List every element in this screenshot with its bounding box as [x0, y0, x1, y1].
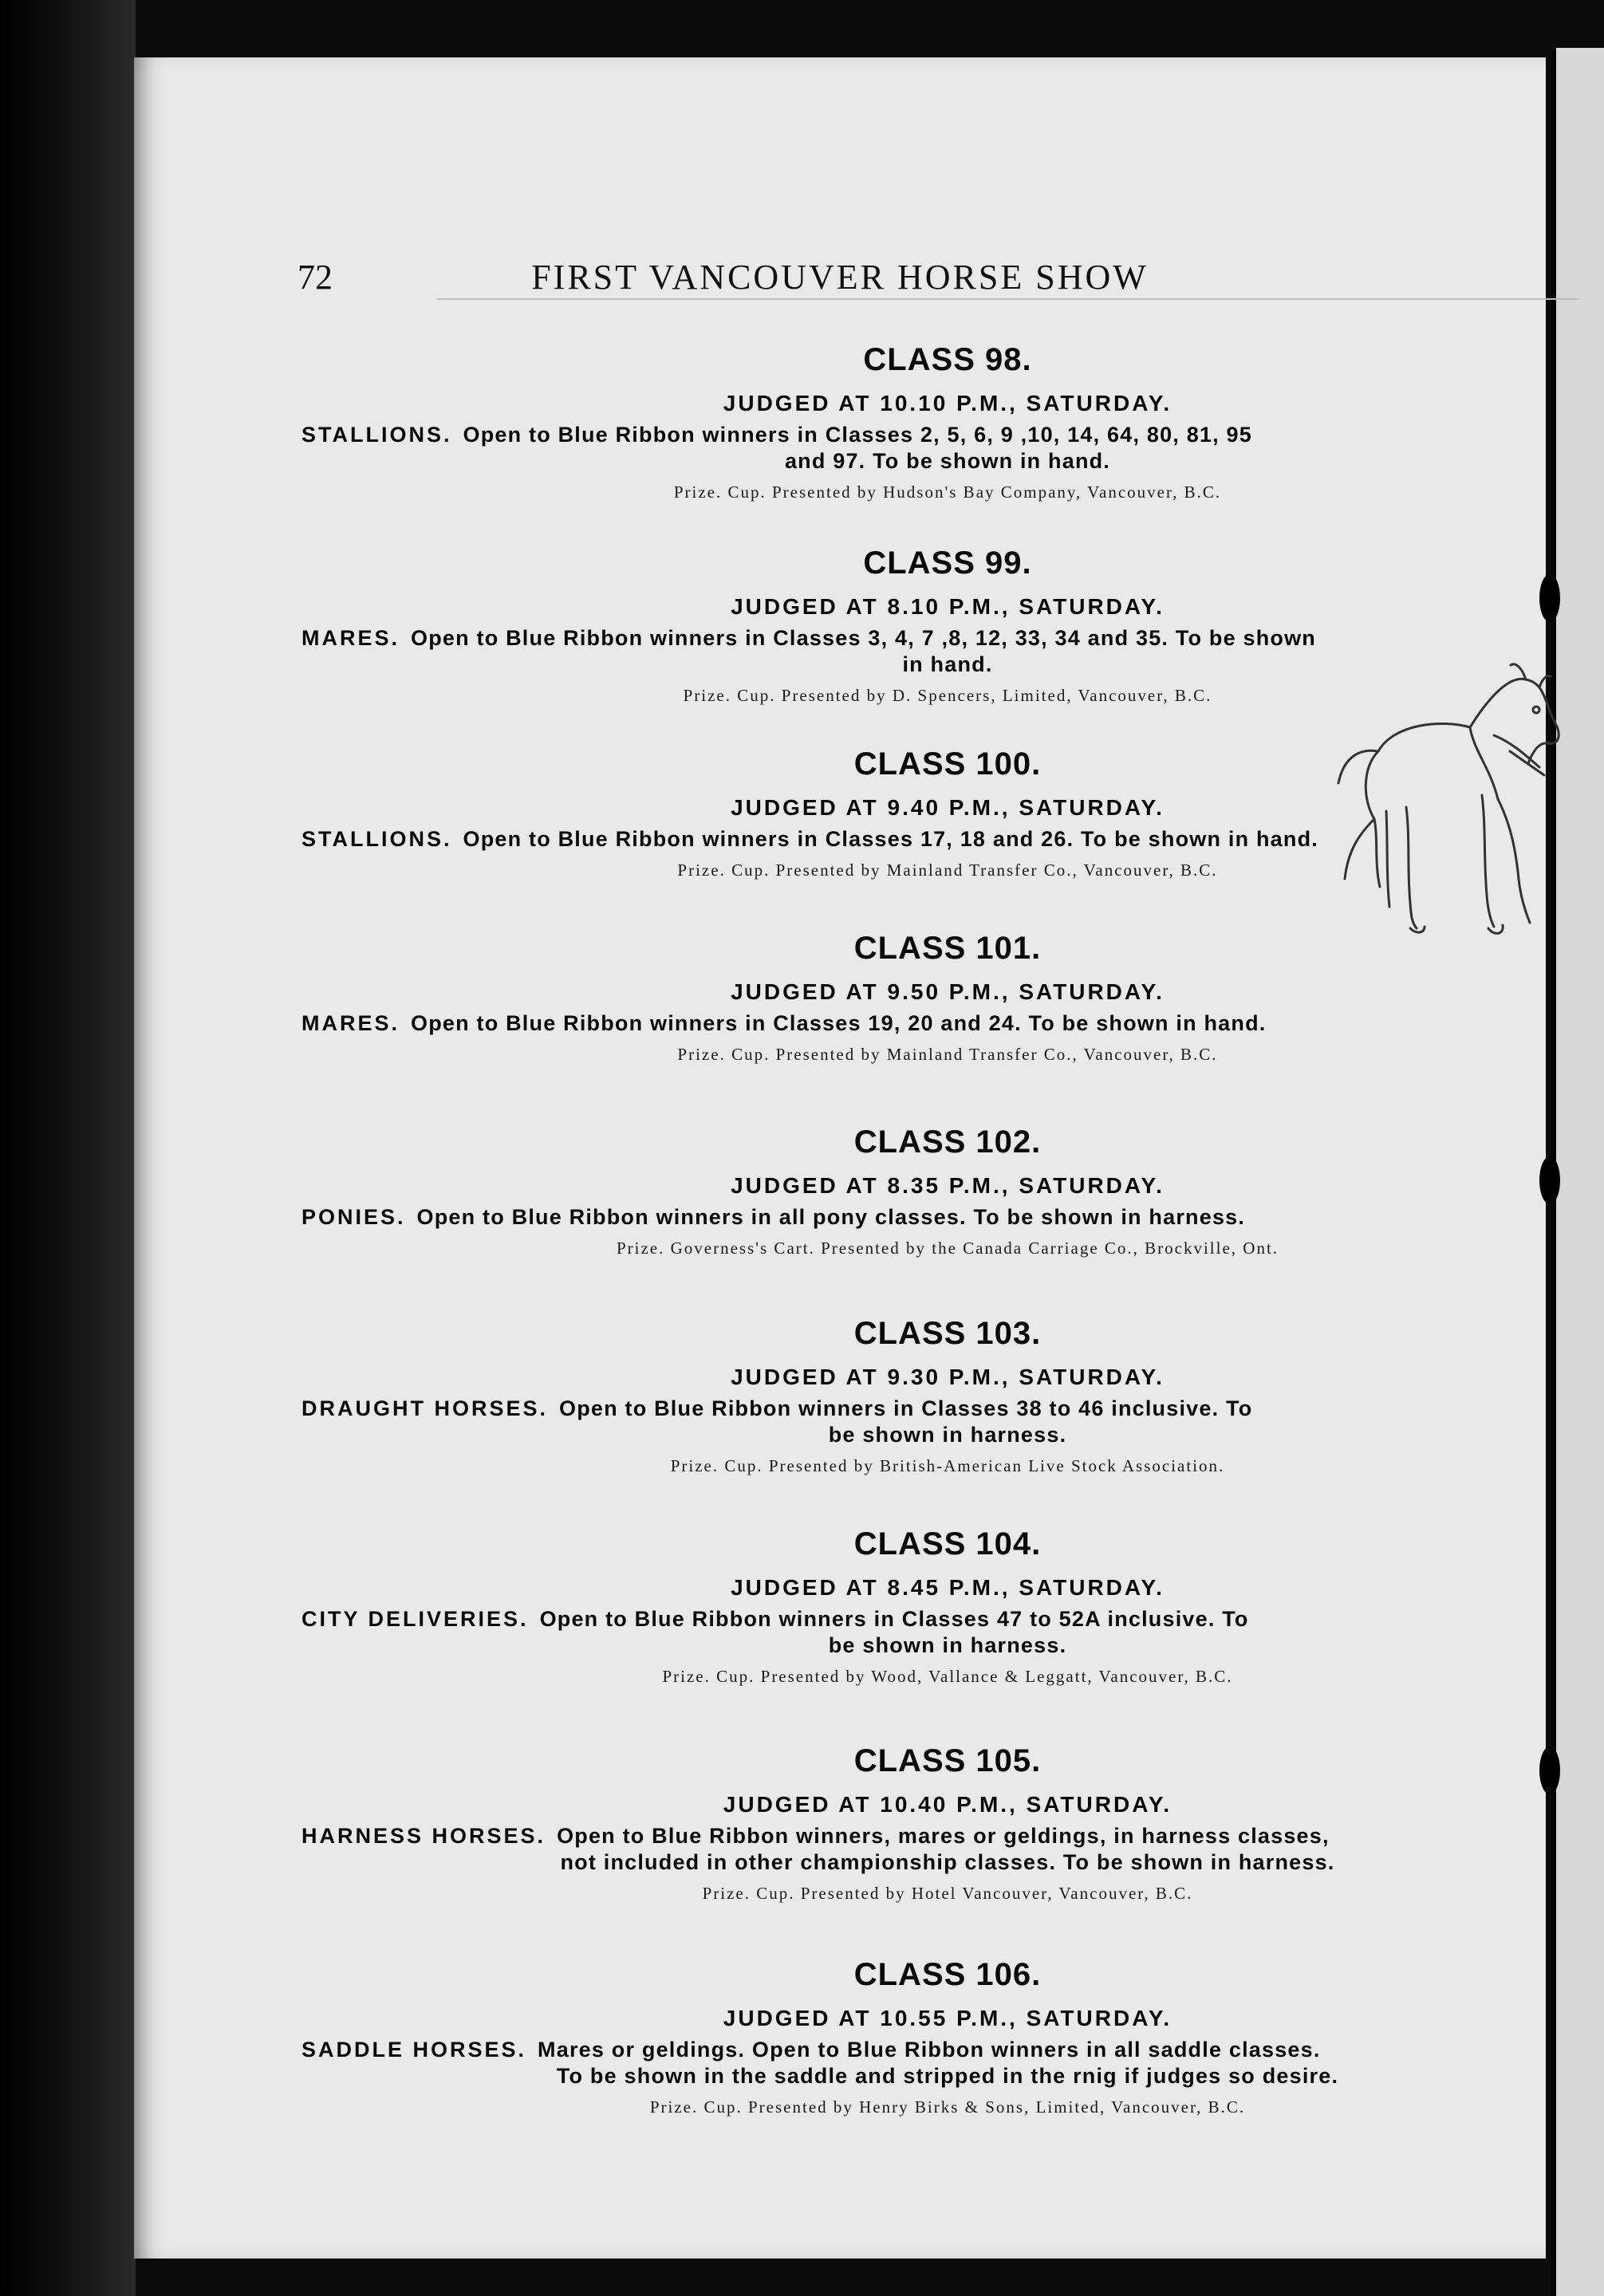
class-category: MARES. [301, 1011, 400, 1035]
class-title: CLASS 104. [853, 1526, 1042, 1562]
book-page [134, 57, 1546, 2259]
prize-line: Prize. Cup. Presented by D. Spencers, Limited, Vancouver, B.C. [683, 686, 1212, 705]
class-description-continuation: in hand. [902, 652, 993, 676]
class-description [301, 1204, 1594, 1231]
class-description-continuation: be shown in harness. [828, 1423, 1067, 1447]
prize-line: Prize. Cup. Presented by Mainland Transfer Co., Vancouver, B.C. [677, 1045, 1218, 1064]
class-category: CITY DELIVERIES. [301, 1607, 529, 1631]
class-title: CLASS 106. [853, 1957, 1042, 1992]
class-description-text: Open to Blue Ribbon winners in Classes 38 to 46 inclusive. To [559, 1396, 1253, 1420]
binding-hole-2 [1539, 1156, 1560, 1204]
class-entry [301, 1314, 1594, 1476]
class-category: HARNESS HORSES. [301, 1824, 546, 1848]
class-category: STALLIONS. [301, 423, 452, 447]
class-description-text: Mares or geldings. Open to Blue Ribbon winners in all saddle classes. [538, 2038, 1321, 2062]
horse-sketch-illustration [1330, 648, 1586, 967]
page-header [134, 257, 1546, 305]
class-entry [301, 1742, 1594, 1904]
class-description-continuation: and 97. To be shown in hand. [784, 449, 1111, 473]
class-description-text: Open to Blue Ribbon winners in Classes 17, 18 and 26. To be shown in hand. [463, 827, 1318, 851]
class-description [301, 2037, 1594, 2089]
class-entry [301, 341, 1594, 502]
judged-time: JUDGED AT 9.50 P.M., SATURDAY. [731, 979, 1165, 1004]
class-category: DRAUGHT HORSES. [301, 1396, 549, 1420]
class-title: CLASS 100. [853, 746, 1042, 782]
class-description-text: Open to Blue Ribbon winners in Classes 47 to 52A inclusive. To [539, 1607, 1249, 1631]
class-entry [301, 1525, 1594, 1687]
class-entry [301, 1123, 1594, 1258]
class-description-text: Open to Blue Ribbon winners in Classes 3, 4, 7 ,8, 12, 33, 34 and 35. To be shown [411, 626, 1317, 650]
judged-time: JUDGED AT 10.55 P.M., SATURDAY. [723, 2006, 1172, 2030]
class-description-text: Open to Blue Ribbon winners in all pony classes. To be shown in harness. [416, 1205, 1246, 1229]
class-title: CLASS 105. [853, 1743, 1042, 1778]
class-description-text: Open to Blue Ribbon winners, mares or geldings, in harness classes, [557, 1824, 1330, 1848]
prize-line: Prize. Governess's Cart. Presented by the Canada Carriage Co., Brockville, Ont. [616, 1239, 1279, 1258]
class-description [301, 1010, 1594, 1037]
class-title: CLASS 101. [853, 931, 1042, 966]
class-description-continuation: be shown in harness. [828, 1633, 1067, 1657]
page-number: 72 [298, 258, 333, 297]
judged-time: JUDGED AT 10.40 P.M., SATURDAY. [723, 1792, 1172, 1817]
class-category: MARES. [301, 626, 400, 650]
class-category: STALLIONS. [301, 827, 452, 851]
class-description [301, 1823, 1594, 1876]
prize-line: Prize. Cup. Presented by British-American Live Stock Association. [670, 1456, 1225, 1475]
scan-margin-left [0, 0, 136, 2296]
class-title: CLASS 102. [853, 1124, 1042, 1160]
prize-line: Prize. Cup. Presented by Hotel Vancouver, Vancouver, B.C. [702, 1884, 1193, 1903]
class-description-text: Open to Blue Ribbon winners in Classes 2, 5, 6, 9 ,10, 14, 64, 80, 81, 95 [463, 423, 1252, 447]
class-description [301, 1396, 1594, 1448]
prize-line: Prize. Cup. Presented by Wood, Vallance & Leggatt, Vancouver, B.C. [662, 1667, 1233, 1686]
class-description [301, 422, 1594, 475]
class-description-text: Open to Blue Ribbon winners in Classes 19, 20 and 24. To be shown in hand. [411, 1011, 1267, 1035]
judged-time: JUDGED AT 8.45 P.M., SATURDAY. [731, 1575, 1165, 1600]
prize-line: Prize. Cup. Presented by Hudson's Bay Company, Vancouver, B.C. [673, 482, 1222, 502]
class-title: CLASS 98. [863, 342, 1032, 377]
prize-line: Prize. Cup. Presented by Mainland Transfer Co., Vancouver, B.C. [677, 861, 1218, 880]
class-title: CLASS 103. [853, 1316, 1042, 1351]
judged-time: JUDGED AT 9.30 P.M., SATURDAY. [731, 1365, 1165, 1389]
running-title: FIRST VANCOUVER HORSE SHOW [531, 258, 1149, 297]
binding-hole-3 [1539, 1747, 1560, 1794]
class-description-continuation: To be shown in the saddle and stripped in the rnig if judges so desire. [556, 2064, 1339, 2088]
class-title: CLASS 99. [863, 545, 1032, 581]
judged-time: JUDGED AT 9.40 P.M., SATURDAY. [731, 795, 1165, 820]
class-entry [301, 1955, 1594, 2117]
prize-line: Prize. Cup. Presented by Henry Birks & Sons, Limited, Vancouver, B.C. [649, 2097, 1246, 2117]
class-description-continuation: not included in other championship classes. To be shown in harness. [560, 1850, 1335, 1874]
class-category: PONIES. [301, 1205, 406, 1229]
header-rule [437, 298, 1578, 300]
judged-time: JUDGED AT 8.10 P.M., SATURDAY. [731, 594, 1165, 619]
binding-hole-1 [1539, 574, 1560, 622]
judged-time: JUDGED AT 10.10 P.M., SATURDAY. [723, 391, 1172, 415]
class-description [301, 1606, 1594, 1659]
judged-time: JUDGED AT 8.35 P.M., SATURDAY. [731, 1173, 1165, 1198]
class-category: SADDLE HORSES. [301, 2038, 527, 2062]
